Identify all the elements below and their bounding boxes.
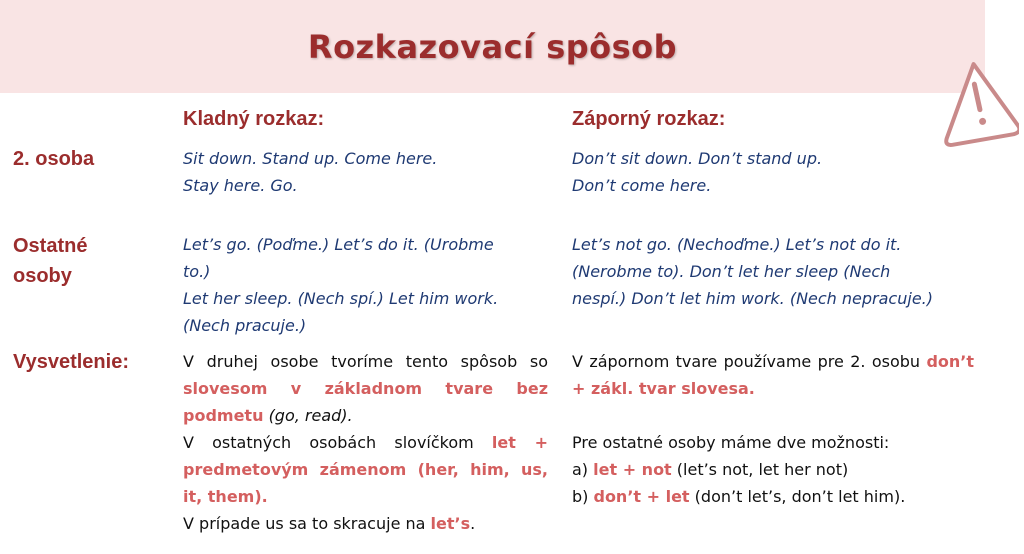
explanation-paragraph — [183, 510, 548, 537]
highlight: slovesom v základnom tvare bez podmetu — [183, 379, 548, 425]
row-label-second-person: 2. osoba — [13, 148, 95, 170]
example-line: to.) — [183, 262, 211, 281]
italic-example: (go, read). — [268, 406, 353, 425]
explanation-negative — [572, 348, 974, 510]
example-line: (Nerobme to). Don’t let her sleep (Nech — [572, 262, 891, 281]
text: . — [470, 514, 476, 533]
text: V druhej osobe tvoríme tento spôsob so — [183, 352, 548, 371]
highlight: let + not — [593, 460, 672, 479]
example-line: (Nech pracuje.) — [183, 316, 307, 335]
second-person-negative — [572, 145, 992, 199]
other-persons-negative — [572, 231, 1002, 312]
highlight: let’s — [430, 514, 471, 533]
highlight: let + predmetovým zámenom (her, him, us, it, them). — [183, 433, 548, 506]
option-a — [572, 456, 974, 483]
page-title: Rozkazovací spôsob — [307, 28, 678, 66]
header-positive: Kladný rozkaz: — [183, 108, 325, 130]
text: (don’t let’s, don’t let him). — [689, 487, 906, 506]
second-person-positive — [183, 145, 563, 199]
row-label-other-persons — [13, 231, 87, 291]
text: (let’s not, let her not) — [671, 460, 849, 479]
warning-triangle-icon — [935, 58, 1019, 148]
example-line: Don’t sit down. Don’t stand up. — [572, 149, 823, 168]
example-line: Don’t come here. — [572, 176, 712, 195]
explanation-paragraph — [572, 348, 974, 402]
example-line: Let’s not go. (Nechoďme.) Let’s not do it. — [572, 235, 902, 254]
example-line: Let’s go. (Poďme.) Let’s do it. (Urobme — [183, 235, 494, 254]
row-label-line: Ostatné — [13, 235, 88, 257]
example-line: nespí.) Don’t let him work. (Nech nepracuje.) — [572, 289, 933, 308]
example-line: Let her sleep. (Nech spí.) Let him work. — [183, 289, 499, 308]
highlight: don’t + zákl. tvar slovesa. — [572, 352, 974, 398]
text: V zápornom tvare používame pre 2. osobu — [572, 352, 927, 371]
header-negative: Záporný rozkaz: — [572, 108, 726, 130]
example-line: Stay here. Go. — [183, 176, 298, 195]
text: V prípade us sa to skracuje na — [183, 514, 431, 533]
row-label-explanation: Vysvetlenie: — [13, 351, 129, 373]
explanation-paragraph: Pre ostatné osoby máme dve možnosti: — [572, 433, 890, 452]
explanation-paragraph — [183, 429, 548, 510]
explanation-positive — [183, 348, 548, 537]
option-b — [572, 483, 974, 510]
spacer — [572, 402, 974, 429]
text: a) — [572, 460, 594, 479]
text: V ostatných osobách slovíčkom — [183, 433, 492, 452]
other-persons-positive — [183, 231, 568, 339]
explanation-paragraph — [183, 348, 548, 429]
highlight: don’t + let — [593, 487, 690, 506]
example-line: Sit down. Stand up. Come here. — [183, 149, 438, 168]
text: b) — [572, 487, 594, 506]
row-label-line: osoby — [13, 265, 72, 287]
